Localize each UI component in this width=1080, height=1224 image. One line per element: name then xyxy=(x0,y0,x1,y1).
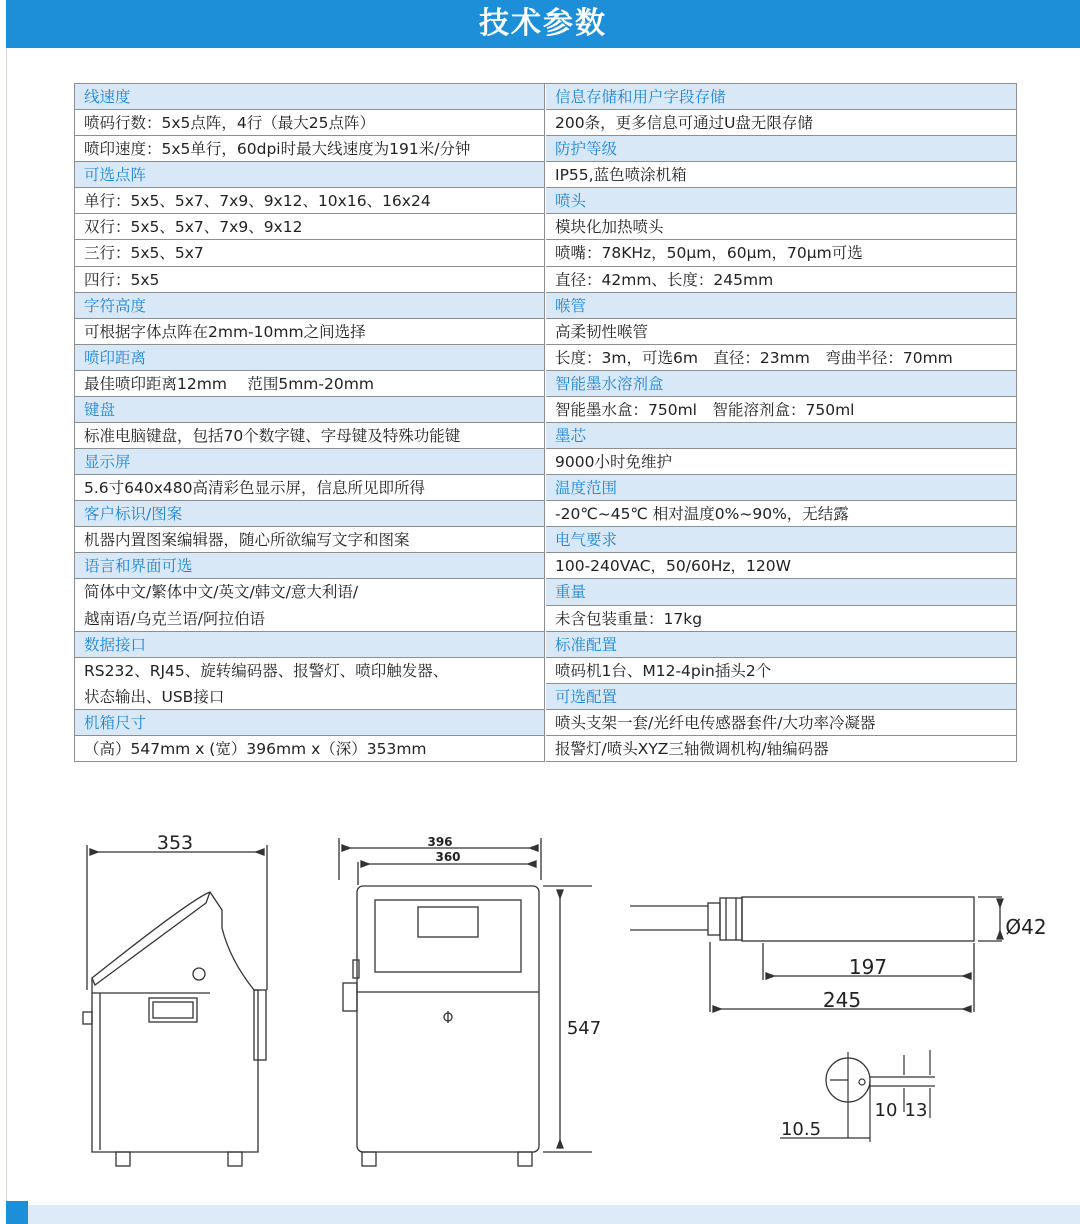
spec-row xyxy=(75,214,545,240)
spec-row xyxy=(546,214,1017,240)
spec-text: 喷印速度：5x5单行，60dpi时最大线速度为191米/分钟 xyxy=(84,140,471,159)
dim-head-length-total: 245 xyxy=(822,988,862,1012)
spec-section-header xyxy=(75,710,545,736)
spec-table xyxy=(74,83,1017,762)
spec-row xyxy=(546,162,1017,188)
spec-text: 高柔韧性喉管 xyxy=(555,322,649,341)
spec-row xyxy=(75,188,545,214)
spec-text: 语言和界面可选 xyxy=(84,557,193,576)
spec-row xyxy=(75,736,545,762)
spec-section-header xyxy=(546,293,1017,319)
spec-text: -20℃~45℃ 相对温度0%~90%，无结露 xyxy=(555,505,849,524)
spec-text: 喷印距离 xyxy=(84,348,147,367)
spec-text: 三行：5x5、5x7 xyxy=(84,244,204,263)
spec-text: 机器内置图案编辑器，随心所欲编写文字和图案 xyxy=(84,531,410,550)
spec-section-header xyxy=(75,397,545,423)
spec-text: 报警灯/喷头XYZ三轴微调机构/轴编码器 xyxy=(555,739,829,758)
spec-section-header xyxy=(546,684,1017,710)
spec-row xyxy=(75,579,545,631)
spec-text: 智能墨水盒：750ml 智能溶剂盒：750ml xyxy=(555,400,855,419)
spec-section-header xyxy=(75,162,545,188)
spec-text: 简体中文/繁体中文/英文/韩文/意大利语/ xyxy=(84,583,359,602)
spec-text: 直径：42mm、长度：245mm xyxy=(555,270,774,289)
page-title: 技术参数 xyxy=(479,6,607,41)
spec-text: 数据接口 xyxy=(84,635,147,654)
spec-text: 最佳喷印距离12mm 范围5mm-20mm xyxy=(84,374,374,393)
dim-side-depth: 353 xyxy=(156,832,194,854)
spec-text: 智能墨水溶剂盒 xyxy=(555,374,664,393)
spec-text: 四行：5x5 xyxy=(84,270,160,289)
spec-section-header xyxy=(75,553,545,579)
spec-row xyxy=(75,136,545,162)
spec-text-line2: 越南语/乌克兰语/阿拉伯语 xyxy=(84,609,265,628)
spec-text: 客户标识/图案 xyxy=(84,505,183,524)
spec-text: 可选配置 xyxy=(555,687,618,706)
spec-text: 信息存储和用户字段存储 xyxy=(555,88,726,106)
spec-row xyxy=(546,710,1017,736)
spec-section-header xyxy=(546,371,1017,397)
spec-text: 模块化加热喷头 xyxy=(555,218,664,237)
spec-text: 可根据字体点阵在2mm-10mm之间选择 xyxy=(84,322,366,341)
spec-row xyxy=(546,449,1017,475)
spec-text: 字符高度 xyxy=(84,296,147,315)
spec-row xyxy=(75,371,545,397)
dim-height: 547 xyxy=(566,1018,602,1039)
spec-text: 重量 xyxy=(555,583,587,602)
spec-row xyxy=(75,423,545,449)
spec-section-header xyxy=(546,527,1017,553)
spec-row xyxy=(546,736,1017,762)
spec-row xyxy=(75,527,545,553)
spec-text: 标准电脑键盘，包括70个数字键、字母键及特殊功能键 xyxy=(84,427,461,445)
spec-section-header xyxy=(75,632,545,658)
spec-text: 5.6寸640x480高清彩色显示屏，信息所见即所得 xyxy=(84,479,425,498)
spec-text: 喷头支架一套/光纤电传感器套件/大功率冷凝器 xyxy=(555,713,876,732)
spec-section-header xyxy=(546,84,1017,110)
spec-text: 显示屏 xyxy=(84,453,131,472)
spec-row xyxy=(75,267,545,293)
spec-text: 防护等级 xyxy=(555,140,618,159)
spec-section-header xyxy=(546,188,1017,214)
spec-text: 标准配置 xyxy=(555,635,618,654)
spec-section-header xyxy=(75,84,545,110)
spec-section-header xyxy=(546,579,1017,605)
spec-text: 电气要求 xyxy=(555,531,618,550)
spec-row xyxy=(75,475,545,501)
spec-row xyxy=(75,240,545,266)
spec-text: RS232、RJ45、旋转编码器、报警灯、喷印触发器、 xyxy=(84,661,449,680)
spec-section-header xyxy=(546,423,1017,449)
spec-text: 喉管 xyxy=(555,296,587,315)
spec-row xyxy=(546,501,1017,527)
dim-head-length-inner: 197 xyxy=(848,955,888,979)
spec-text: IP55,蓝色喷涂机箱 xyxy=(555,166,687,185)
spec-row xyxy=(546,240,1017,266)
spec-text: 机箱尺寸 xyxy=(84,713,147,732)
spec-section-header xyxy=(546,632,1017,658)
spec-text: 喷码行数：5x5点阵，4行（最大25点阵） xyxy=(84,114,375,133)
spec-row xyxy=(546,319,1017,345)
dim-nozzle-c: 10.5 xyxy=(780,1119,822,1140)
spec-row xyxy=(546,606,1017,632)
spec-row xyxy=(75,110,545,136)
spec-text: 喷头 xyxy=(555,192,587,211)
spec-section-header xyxy=(75,501,545,527)
spec-section-header xyxy=(546,136,1017,162)
spec-text: 温度范围 xyxy=(555,479,618,498)
spec-row xyxy=(546,110,1017,136)
spec-text: 未含包装重量：17kg xyxy=(555,609,703,628)
spec-row xyxy=(75,658,545,710)
spec-text: 200条，更多信息可通过U盘无限存储 xyxy=(555,114,813,133)
spec-text: 单行：5x5、5x7、7x9、9x12、10x16、16x24 xyxy=(84,192,431,211)
spec-text: 喷码机1台、M12-4pin插头2个 xyxy=(555,661,772,680)
spec-row xyxy=(75,319,545,345)
dim-front-width-inner: 360 xyxy=(435,850,461,864)
title-banner xyxy=(6,0,1080,48)
spec-row xyxy=(546,345,1017,371)
spec-text-line2: 状态输出、USB接口 xyxy=(84,687,225,706)
footer-accent xyxy=(6,1201,28,1224)
spec-section-header xyxy=(75,345,545,371)
dim-nozzle-a: 10 xyxy=(874,1100,898,1121)
spec-text: 线速度 xyxy=(84,88,131,106)
spec-text: 长度：3m，可选6m 直径：23mm 弯曲半径：70mm xyxy=(555,348,953,367)
spec-text: 双行：5x5、5x7、7x9、9x12 xyxy=(84,218,303,237)
spec-section-header xyxy=(75,449,545,475)
spec-text: 100-240VAC，50/60Hz，120W xyxy=(555,557,791,576)
spec-text: 可选点阵 xyxy=(84,166,147,185)
footer-bar xyxy=(6,1205,1080,1224)
spec-text: 9000小时免维护 xyxy=(555,453,672,472)
dim-front-width-outer: 396 xyxy=(427,835,453,849)
spec-section-header xyxy=(75,293,545,319)
spec-text: （高）547mm x (宽）396mm x（深）353mm xyxy=(84,739,427,758)
spec-text: 键盘 xyxy=(84,400,116,419)
spec-section-header xyxy=(546,475,1017,501)
spec-row xyxy=(546,658,1017,684)
spec-row xyxy=(546,553,1017,579)
spec-row xyxy=(546,267,1017,293)
spec-text: 喷嘴：78KHz，50μm，60μm，70μm可选 xyxy=(555,244,863,263)
dim-nozzle-b: 13 xyxy=(904,1100,928,1121)
dim-head-diameter: Ø42 xyxy=(1005,915,1047,939)
spec-text: 墨芯 xyxy=(555,427,587,445)
spec-row xyxy=(546,397,1017,423)
